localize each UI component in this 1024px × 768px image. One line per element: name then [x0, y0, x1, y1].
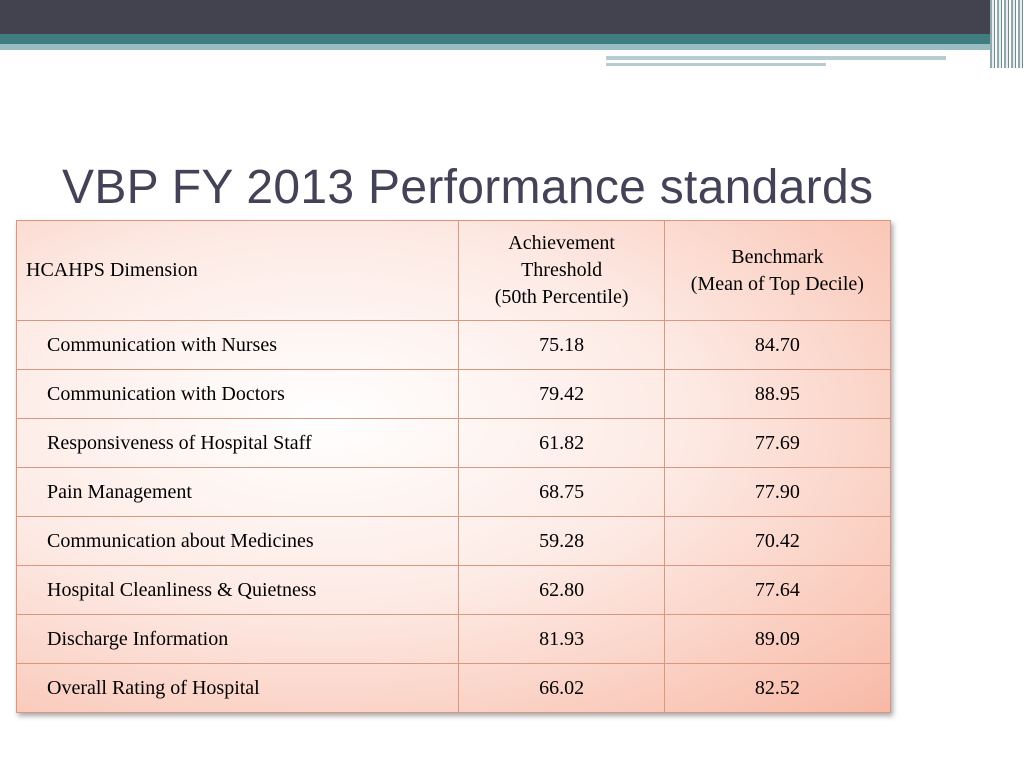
header-threshold: [459, 221, 664, 321]
header-benchmark: [664, 221, 890, 321]
header-teal-band: [0, 34, 1024, 44]
benchmark-cell: 84.70: [664, 321, 890, 370]
header-accent-line: [606, 56, 946, 60]
threshold-cell: 81.93: [459, 615, 664, 664]
dimension-cell: Communication about Medicines: [17, 517, 459, 566]
table-row: [17, 370, 891, 419]
threshold-cell: 68.75: [459, 468, 664, 517]
benchmark-cell: 77.64: [664, 566, 890, 615]
header-threshold-line: Threshold: [521, 259, 603, 281]
table-row: [17, 321, 891, 370]
table-header-row: [17, 221, 891, 321]
header-benchmark-line: Benchmark: [731, 245, 824, 268]
header-threshold-line: Achievement: [508, 232, 615, 254]
benchmark-cell: 88.95: [664, 370, 890, 419]
dimension-cell: Pain Management: [17, 468, 459, 517]
table-row: [17, 664, 891, 713]
threshold-cell: 59.28: [459, 517, 664, 566]
table-row: [17, 419, 891, 468]
threshold-cell: 79.42: [459, 370, 664, 419]
benchmark-cell: 70.42: [664, 517, 890, 566]
dimension-cell: Discharge Information: [17, 615, 459, 664]
header-stripes: [990, 0, 1024, 68]
header-threshold-line: (50th Percentile): [494, 286, 629, 308]
table-row: [17, 468, 891, 517]
performance-table: [16, 220, 891, 713]
table-row: [17, 566, 891, 615]
threshold-cell: 62.80: [459, 566, 664, 615]
benchmark-cell: 77.69: [664, 419, 890, 468]
header-benchmark-line: (Mean of Top Decile): [690, 272, 864, 295]
table-row: [17, 615, 891, 664]
benchmark-cell: 89.09: [664, 615, 890, 664]
dimension-cell: Responsiveness of Hospital Staff: [17, 419, 459, 468]
header-dark-band: [0, 0, 1024, 34]
threshold-cell: 61.82: [459, 419, 664, 468]
slide-title: VBP FY 2013 Performance standards: [62, 161, 874, 214]
dimension-cell: Hospital Cleanliness & Quietness: [17, 566, 459, 615]
header-accent-line-short: [606, 63, 826, 66]
dimension-cell: Communication with Doctors: [17, 370, 459, 419]
header-dimension: HCAHPS Dimension: [17, 221, 459, 321]
header-light-band: [0, 44, 1024, 50]
threshold-cell: 66.02: [459, 664, 664, 713]
benchmark-cell: 77.90: [664, 468, 890, 517]
dimension-cell: Communication with Nurses: [17, 321, 459, 370]
dimension-cell: Overall Rating of Hospital: [17, 664, 459, 713]
benchmark-cell: 82.52: [664, 664, 890, 713]
threshold-cell: 75.18: [459, 321, 664, 370]
table-row: [17, 517, 891, 566]
